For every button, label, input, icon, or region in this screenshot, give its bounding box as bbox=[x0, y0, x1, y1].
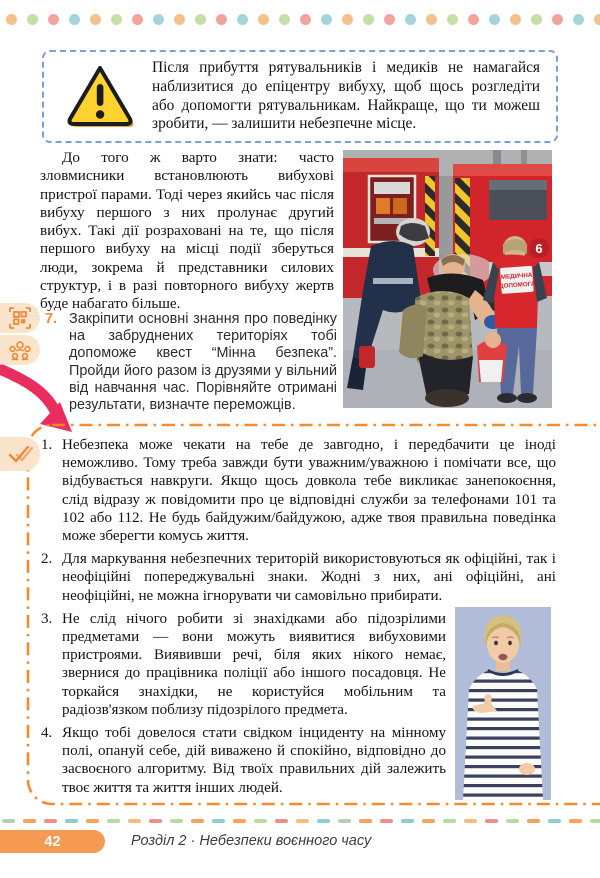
decor-dot bbox=[531, 14, 542, 25]
rule-item-1 bbox=[41, 436, 556, 545]
intro-paragraph: До того ж варто знати: часто зловмисники встановлюють вибухові пристрої парами. Тоді через якийсь час після вибуху першого з них пролунає другий вибух. Такі дії розраховані на те, що після першого вибуху на місці події зберуться люди, зокрема й представники силових структур, і в разі повторного вибуху жертв буде набагато більше. bbox=[40, 149, 334, 313]
warning-text: Після прибуття рятувальників і медиків не намагайся наблизитися до епіцентру вибуху, щоб щось розгледіти або допомогти рятувальникам. Найкраще, що ти можеш зробити, — залишити небезпечне місце. bbox=[152, 58, 540, 133]
decor-dash bbox=[296, 819, 309, 823]
rescue-scene-photo bbox=[343, 150, 552, 408]
decor-dash bbox=[254, 819, 267, 823]
decor-dash bbox=[128, 819, 141, 823]
decor-dash bbox=[401, 819, 414, 823]
decor-dot bbox=[384, 14, 395, 25]
warning-triangle-icon bbox=[64, 63, 138, 131]
decor-dash bbox=[485, 819, 498, 823]
decor-dash bbox=[569, 819, 582, 823]
task-number: 7. bbox=[45, 311, 58, 327]
decor-dot bbox=[426, 14, 437, 25]
decor-dash bbox=[149, 819, 162, 823]
vest-label-1: МЕДИЧНА bbox=[500, 271, 533, 281]
decor-dash bbox=[191, 819, 204, 823]
decor-dash bbox=[590, 819, 600, 823]
page-number-badge: 42 bbox=[0, 830, 105, 853]
decor-dot bbox=[258, 14, 269, 25]
decor-dot bbox=[174, 14, 185, 25]
decor-dot bbox=[594, 14, 600, 25]
decor-dash bbox=[380, 819, 393, 823]
decor-dot bbox=[48, 14, 59, 25]
rule-number: 3. bbox=[41, 610, 53, 627]
rule-item-2 bbox=[41, 550, 556, 605]
decor-dot bbox=[342, 14, 353, 25]
decor-dash bbox=[443, 819, 456, 823]
decor-dot bbox=[90, 14, 101, 25]
task-7 bbox=[45, 311, 337, 414]
rule-text: Небезпека може чекати на тебе де завгодно, і передбачити це іноді неможливо. Тому треба завжди бути уважним/уважною і помічати все, що відбувається навкруги. Якщо щось довкола тебе викликає занепокоєння, слід відразу ж повідомити про це відповідні служби за телефонами 101 та 102 або 112. Не будь байдужим/байдужою, адже твоя правильна поведінка може зберегти комусь життя. bbox=[62, 437, 556, 545]
decor-dot bbox=[363, 14, 374, 25]
decor-dot bbox=[489, 14, 500, 25]
decor-dash bbox=[506, 819, 519, 823]
decor-dot bbox=[468, 14, 479, 25]
decor-dot bbox=[153, 14, 164, 25]
decor-dot bbox=[195, 14, 206, 25]
rules-panel bbox=[26, 423, 600, 806]
decor-dot bbox=[6, 14, 17, 25]
decor-dash bbox=[212, 819, 225, 823]
decor-dash bbox=[233, 819, 246, 823]
chapter-title: Розділ 2 · Небезпеки воєнного часу bbox=[131, 833, 372, 849]
decor-dash bbox=[44, 819, 57, 823]
decor-dash bbox=[527, 819, 540, 823]
decor-dash bbox=[548, 819, 561, 823]
decorative-dots bbox=[6, 14, 600, 26]
decor-dash bbox=[275, 819, 288, 823]
rule-text: Не слід нічого робити зі знахідками або підозрілими предметами — вони можуть виявитися вибуховими пристроями. Виявивши речі, біля яких нікого немає, звернися до працівника поліції або іншого посадовця. Не торкайся знахідки, не користуйся мобільним та радіозв'язком поблизу підозрілого предмета. bbox=[62, 610, 446, 718]
decor-dot bbox=[300, 14, 311, 25]
decor-dash bbox=[2, 819, 15, 823]
truck-number: 6 bbox=[535, 241, 543, 256]
decor-dash bbox=[23, 819, 36, 823]
rule-text: Для маркування небезпечних територій використовуються як офіційні, так і неофіційні попереджувальні знаки. Жодні з них, ані офіційні, ані неофіційні, не можна ігнорувати чи самовільно прибирати. bbox=[62, 551, 556, 604]
decor-dot bbox=[216, 14, 227, 25]
pointing-teen-photo bbox=[455, 607, 551, 800]
decor-dot bbox=[447, 14, 458, 25]
rule-text: Якщо тобі довелося стати свідком інциденту на мінному полі, опануй себе, дій виважено й спокійно, відповідно до засвоєного алгоритму. Від твоїх правильних дій залежить твоє життя та життя інших людей. bbox=[62, 725, 446, 796]
warning-callout bbox=[42, 50, 558, 143]
checkmark-tab bbox=[0, 437, 40, 471]
rule-number: 4. bbox=[41, 725, 53, 742]
decor-dot bbox=[69, 14, 80, 25]
rule-number: 2. bbox=[41, 551, 53, 568]
decor-dot bbox=[510, 14, 521, 25]
decor-dash bbox=[422, 819, 435, 823]
footer-dash-divider bbox=[2, 819, 600, 823]
decor-dash bbox=[464, 819, 477, 823]
double-check-icon bbox=[7, 443, 33, 465]
task-text: Закріпити основні знання про поведінку на забруднених територіях тобі допоможе квест “Мінна безпека”. Пройди його разом із друзями у вільний від навчання час. Порівняйте отримані результати, визначте переможців. bbox=[69, 311, 337, 414]
decor-dot bbox=[27, 14, 38, 25]
decor-dot bbox=[573, 14, 584, 25]
decor-dash bbox=[107, 819, 120, 823]
decor-dash bbox=[359, 819, 372, 823]
decor-dash bbox=[338, 819, 351, 823]
decor-dot bbox=[237, 14, 248, 25]
decor-dot bbox=[552, 14, 563, 25]
decor-dash bbox=[317, 819, 330, 823]
decor-dash bbox=[65, 819, 78, 823]
decor-dot bbox=[132, 14, 143, 25]
margin-tabs bbox=[0, 303, 40, 367]
decor-dash bbox=[86, 819, 99, 823]
qr-code-icon bbox=[0, 303, 40, 333]
vest-label-2: ДОПОМОГА bbox=[499, 280, 536, 291]
decor-dash bbox=[170, 819, 183, 823]
decor-dot bbox=[321, 14, 332, 25]
rule-number: 1. bbox=[41, 437, 53, 453]
decor-dot bbox=[279, 14, 290, 25]
decor-dot bbox=[405, 14, 416, 25]
decor-dot bbox=[111, 14, 122, 25]
